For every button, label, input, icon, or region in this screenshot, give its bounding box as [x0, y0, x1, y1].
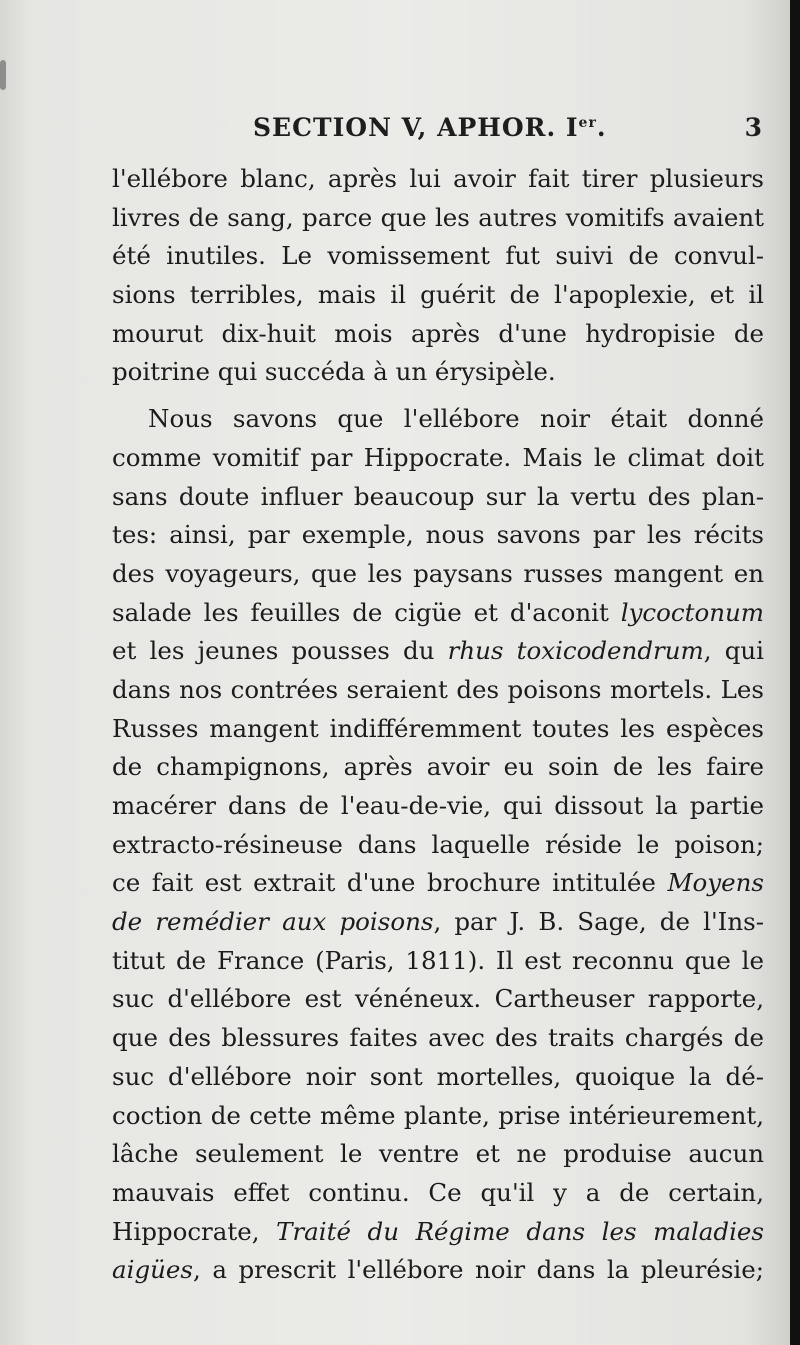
text-line: suc d'ellébore noir sont mortelles, quoique la dé-: [112, 1061, 764, 1091]
text-line: [112, 864, 764, 903]
text-line: sans doute influer beaucoup sur la vertu des plan-: [112, 481, 764, 511]
running-title: [253, 113, 607, 142]
running-head: [115, 113, 763, 153]
text-line: Russes mangent indifféremment toutes les espèces: [112, 713, 764, 743]
text-line: coction de cette même plante, prise intérieurement,: [112, 1100, 764, 1130]
running-title-text: SECTION V, APHOR. I: [253, 113, 579, 142]
text-line: suc d'ellébore est vénéneux. Cartheuser rapporte,: [112, 984, 764, 1014]
text-line: de champignons, après avoir eu soin de les faire: [112, 752, 764, 782]
text-line: [112, 903, 764, 942]
text-line: Nous savons que l'ellébore noir était donné: [148, 404, 764, 434]
text-line: [112, 1251, 764, 1290]
running-title-end: .: [596, 113, 607, 142]
italic-term: lycoctonum: [620, 597, 764, 627]
text-line: sions terribles, mais il guérit de l'apoplexie, et il: [112, 280, 764, 310]
text-line: titut de France (Paris, 1811). Il est reconnu que le: [112, 945, 764, 975]
text-line: macérer dans de l'eau-de-vie, qui dissout la partie: [112, 791, 764, 820]
text-line: extracto-résineuse dans laquelle réside le poison;: [112, 829, 764, 859]
text-line: lâche seulement le ventre et ne produise aucun: [112, 1139, 764, 1169]
text-segment: , par J. B. Sage, de l'Ins-: [433, 907, 764, 937]
text-segment: salade les feuilles de cigüe et d'aconit: [112, 597, 609, 627]
text-segment: ce fait est extrait d'une brochure intitulée: [112, 868, 656, 898]
italic-title: Traité du Régime dans les maladies: [276, 1216, 765, 1246]
text-line: dans nos contrées seraient des poisons mortels. Les: [112, 674, 764, 704]
italic-title: de remédier aux poisons: [112, 907, 434, 937]
text-segment: et les jeunes pousses du: [112, 636, 435, 666]
page-number: 3: [744, 113, 763, 142]
text-line: [112, 594, 764, 633]
body-text: [112, 160, 764, 1290]
scan-smudge: [0, 60, 6, 90]
text-line: l'ellébore blanc, après lui avoir fait tirer plusieurs: [112, 164, 764, 193]
text-line: que des blessures faites avec des traits chargés de: [112, 1023, 764, 1053]
text-line: mourut dix-huit mois après d'une hydropisie de: [112, 318, 764, 348]
italic-title: Moyens: [667, 868, 764, 898]
text-segment: , a prescrit l'ellébore noir dans la pleurésie;: [192, 1255, 764, 1285]
running-title-superscript: er: [578, 115, 597, 131]
text-line: comme vomitif par Hippocrate. Mais le climat doit: [112, 442, 764, 472]
italic-term: aigües: [112, 1255, 193, 1285]
text-line: mauvais effet continu. Ce qu'il y a de certain,: [112, 1177, 764, 1207]
scan-edge: [790, 0, 800, 1345]
text-line: poitrine qui succéda à un érysipèle.: [112, 357, 556, 387]
italic-term: rhus toxicodendrum: [447, 636, 704, 666]
text-segment: , qui: [703, 636, 764, 666]
text-line: été inutiles. Le vomissement fut suivi de convul-: [112, 241, 764, 271]
text-segment: Hippocrate,: [112, 1216, 260, 1246]
text-line: des voyageurs, que les paysans russes mangent en: [112, 558, 764, 588]
text-line: livres de sang, parce que les autres vomitifs avaient: [112, 202, 764, 232]
text-line: [112, 1213, 764, 1252]
text-line: [112, 632, 764, 671]
text-line: tes: ainsi, par exemple, nous savons par les récits: [112, 520, 764, 550]
